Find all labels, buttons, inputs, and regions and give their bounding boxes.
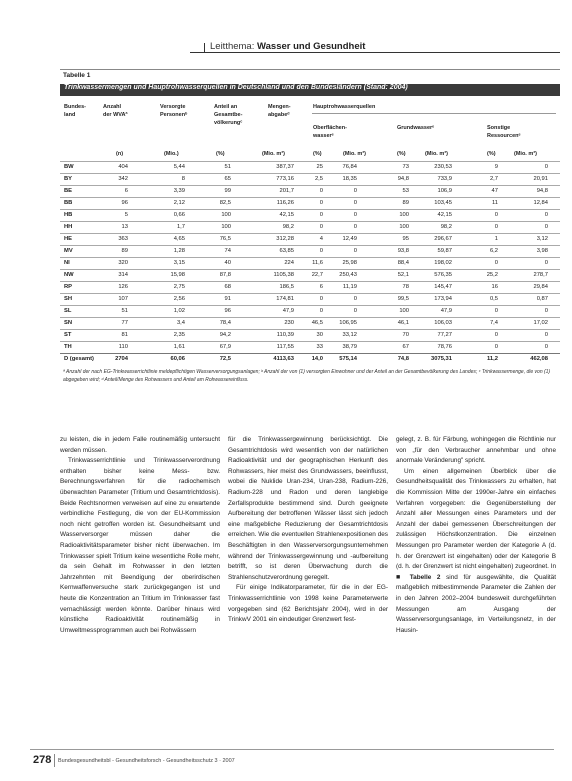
unit-sr-pct: (%) xyxy=(487,151,496,157)
table-cell: 65 xyxy=(224,176,231,182)
table-cell: 0 xyxy=(319,296,323,302)
table-cell: 78 xyxy=(402,284,409,290)
table-cell: 12,49 xyxy=(342,236,357,242)
table-footnote: ª Anzahl der nach EG-Trinkwasserrichtlinie meldepflichtigen Wasserversorgungsanlagen; ᵇ Anzahl der von (1) versorgten Einwohner und der Anteil an der Gesamtbevölkerung des Landes; ᶜ Trinkwassermenge, die von (1) abgegeben wird; ᵈ Anteil/Menge des Rohwassers und Anteil am Rohwassereinfluss. xyxy=(63,369,551,383)
table-cell: 15,98 xyxy=(170,272,185,278)
table-cell: 1105,38 xyxy=(273,272,294,278)
table-cell: 5 xyxy=(124,212,128,218)
table-cell: 100 xyxy=(221,224,231,230)
table-cell: 46,1 xyxy=(397,320,409,326)
paragraph xyxy=(396,467,556,637)
table-cell: 0 xyxy=(494,344,498,350)
table-cell: 0 xyxy=(494,224,498,230)
table-cell: 2,75 xyxy=(173,284,185,290)
table-cell: 67,9 xyxy=(219,344,231,350)
table-cell: 9 xyxy=(494,164,498,170)
table-cell: 5,44 xyxy=(173,164,185,170)
table-cell: 96 xyxy=(121,200,128,206)
row-label: ST xyxy=(64,332,72,338)
table-cell: 0 xyxy=(319,308,323,314)
table-cell: 11,2 xyxy=(487,356,498,362)
table-cell: 91 xyxy=(224,296,231,302)
paragraph: Für einige Indikatorparameter, für die in der EG-Trinkwasserrichtlinie von 1998 keine Parameterwerte vorgegeben sind (62 Berichtsjahr 2004), wird in der TrinkwV 2001 ein eindeutiger Grenzwert fest- xyxy=(228,584,388,624)
table-cell: 0,87 xyxy=(536,296,548,302)
table-cell: 89 xyxy=(402,200,409,206)
table-cell: 51 xyxy=(121,308,128,314)
table-cell: 76,84 xyxy=(342,164,357,170)
col-header-gw: Grundwasserᵉ xyxy=(397,125,435,131)
table-cell: 314 xyxy=(118,272,128,278)
table-cell: 1,7 xyxy=(176,224,185,230)
table-cell: 46,5 xyxy=(311,320,323,326)
table-cell: 0 xyxy=(353,200,357,206)
table-cell: 94,8 xyxy=(536,188,548,194)
unit-mengen: (Mio. m³) xyxy=(262,151,285,157)
row-label: SN xyxy=(64,320,73,326)
table-cell: 0 xyxy=(319,200,323,206)
table-cell: 2,5 xyxy=(314,176,323,182)
table-cell: 25,2 xyxy=(486,272,498,278)
table-ref-icon: ■ xyxy=(396,573,405,581)
table-cell: 11 xyxy=(491,200,498,206)
table-cell: 116,26 xyxy=(276,200,294,206)
table-cell: 68 xyxy=(224,284,231,290)
table-cell: 94,8 xyxy=(397,176,409,182)
table-cell: 106,9 xyxy=(437,188,452,194)
table-cell: 107 xyxy=(118,296,128,302)
table-cell: 47,9 xyxy=(282,308,294,314)
table-cell: 0 xyxy=(353,188,357,194)
paragraph: für die Trinkwassergewinnung berücksichtigt. Die Gesamtrichtdosis wird wesentlich von der natürlichen Radioaktivität und der geographischen Herkunft des Rohwassers, hier meist des Grundwassers, beeinflusst, wobei die Nuklide Uran-234, Uran-238, Radium-226, Radium-228 und Radon und deren langlebige Zerfallsprodukte bestimmend sind. Durch geeignete Aufbereitung der betroffenen Wässer lässt sich jedoch eine maßgebliche Reduzierung der Gesamtrichtdosis erreichen. Wie die eventuellen Strahlenexpositionen des Beschäftigten in den Wasserversorgungsunternehmen während der Trinkwassergewinnung und -aufbereitung betrifft, so ist deren Überwachung durch die Strahlenschutzverordnung geregelt. xyxy=(228,436,388,581)
body-column-2 xyxy=(228,435,388,626)
row-label: RP xyxy=(64,284,73,290)
table-cell: 63,85 xyxy=(279,248,294,254)
footer-divider xyxy=(54,754,55,767)
table-cell: 278,7 xyxy=(533,272,548,278)
table-cell: 404 xyxy=(118,164,128,170)
table-cell: 773,16 xyxy=(276,176,294,182)
table-cell: 53 xyxy=(402,188,409,194)
paragraph-text: Um einen allgemeinen Überblick über die Gesundheitsqualität des Trinkwassers zu erhalten, hat die Kommission Mitte der 1990er-Jahre ein einfaches Verfahren vorgegeben: die Gegenüberstellung der Anzahl aller Messungen eines Parameters und der Anzahl der dabei gemessenen Überschreitungen der zulässigen Höchstkonzentration. Die einzelnen Messungen pro Parameter werden der Kategorie A (d. h. der Grenzwert ist eingehalten) oder der Kategorie B (d. h. der Grenzwert ist nicht eingehalten) zugeordnet. In xyxy=(396,467,556,571)
table-cell: 40 xyxy=(224,260,231,266)
table-cell: 110 xyxy=(118,344,128,350)
paragraph: zu leisten, die in jedem Falle routinemäßig untersucht werden müssen. xyxy=(60,436,220,454)
table-cell: 0 xyxy=(353,296,357,302)
row-label: BB xyxy=(64,200,73,206)
table-cell: 0 xyxy=(319,212,323,218)
table-cell: 98,2 xyxy=(440,224,452,230)
table-cell: 81 xyxy=(121,332,128,338)
table-title-banner xyxy=(60,84,560,96)
table-cell: 72,5 xyxy=(219,356,231,362)
table-cell: 89 xyxy=(121,248,128,254)
paragraph: Trinkwasserrichtlinie und Trinkwasserverordnung enthalten bisher keine Mess- bzw. Berechnungsverfahren für die radiochemisch überwachten Parameter (Tritium und Gesamtrichtdosis). Beide Rechtsnormen verweisen auf eine zu erwartende verbindliche Festlegung, die von der EU-Kommission noch nicht getroffen worden ist. Gesundheitsamt und Wasserversorger müssen daher die Radioaktivitätsparameter bisher nicht überwachen. Im Trinkwasser spielt Tritium keine wesentliche Rolle mehr, da sein Gehalt im Rohwasser in den letzten Jahrzehnten mit Beendigung der oberirdischen Kernwaffenversuche stark zurückgegangen ist und heute die Konzentration an Tritium im Trinkwasser fast vernachlässigt werden könnte. Darüber hinaus wird künstliche Radioaktivität routinemäßig in Umweltmessprogrammen auch bei Rohwässern xyxy=(60,457,220,634)
row-label: SH xyxy=(64,296,73,302)
unit-persons: (Mio.) xyxy=(164,151,179,157)
table-cell: 42,15 xyxy=(279,212,294,218)
table-cell: 67 xyxy=(402,344,409,350)
col-header-sr: Sonstige Ressourcenᵉ xyxy=(487,125,521,139)
table-cell: 7,4 xyxy=(489,320,498,326)
table-cell: 387,37 xyxy=(276,164,294,170)
table-cell: 2,56 xyxy=(173,296,185,302)
row-label: BY xyxy=(64,176,73,182)
body-column-1 xyxy=(60,435,220,636)
table-cell: 42,15 xyxy=(437,212,452,218)
header-rule xyxy=(190,52,560,53)
table-cell: 20,91 xyxy=(533,176,548,182)
table-cell: 4 xyxy=(319,236,323,242)
table-cell: 82,5 xyxy=(219,200,231,206)
table-cell: 16 xyxy=(491,284,498,290)
table-cell: 733,9 xyxy=(437,176,452,182)
table-cell: 250,43 xyxy=(339,272,357,278)
row-label: D (gesamt) xyxy=(64,356,94,362)
table-cell: 99,5 xyxy=(397,296,409,302)
table-cell: 12,84 xyxy=(533,200,548,206)
table-cell: 18,35 xyxy=(342,176,357,182)
table-cell: 74 xyxy=(224,248,231,254)
table-cell: 0 xyxy=(353,308,357,314)
table-cell: 96 xyxy=(224,308,231,314)
col-header-persons: Versorgte Personenᵇ xyxy=(160,104,188,118)
row-label: MV xyxy=(64,248,73,254)
page-number: 278 xyxy=(33,754,52,766)
table-cell: 98,2 xyxy=(282,224,294,230)
table-cell: 77 xyxy=(121,320,128,326)
table-cell: 52,1 xyxy=(397,272,409,278)
table-cell: 0 xyxy=(353,224,357,230)
footer-citation: Bundesgesundheitsbl - Gesundheitsforsch - Gesundheitsschutz 3 · 2007 xyxy=(58,758,235,764)
table-cell: 201,7 xyxy=(279,188,294,194)
table-cell: 0 xyxy=(544,260,548,266)
table-cell: 0,66 xyxy=(173,212,185,218)
table-cell: 575,14 xyxy=(339,356,357,362)
table-cell: 6 xyxy=(124,188,128,194)
table-cell: 1,28 xyxy=(173,248,185,254)
table-cell: 2,35 xyxy=(173,332,185,338)
table-cell: 320 xyxy=(118,260,128,266)
table-cell: 51 xyxy=(224,164,231,170)
table-cell: 312,28 xyxy=(276,236,294,242)
table-cell: 110,39 xyxy=(276,332,294,338)
table-cell: 0 xyxy=(494,332,498,338)
table-cell: 117,55 xyxy=(276,344,294,350)
table-cell: 78,76 xyxy=(437,344,452,350)
section-header xyxy=(210,41,365,52)
table-cell: 22,7 xyxy=(311,272,323,278)
unit-share: (%) xyxy=(216,151,225,157)
unit-wva: (n) xyxy=(116,151,124,157)
row-label: BW xyxy=(64,164,74,170)
table-cell: 173,94 xyxy=(434,296,452,302)
table-cell: 100 xyxy=(221,212,231,218)
row-label: HE xyxy=(64,236,73,242)
table-cell: 2,7 xyxy=(489,176,498,182)
unit-gw-vol: (Mio. m³) xyxy=(425,151,448,157)
row-label: SL xyxy=(64,308,72,314)
table-cell: 462,08 xyxy=(530,356,548,362)
table-cell: 76,5 xyxy=(219,236,231,242)
table-cell: 0 xyxy=(353,212,357,218)
table-cell: 73 xyxy=(402,164,409,170)
table-cell: 3,39 xyxy=(173,188,185,194)
table-cell: 230 xyxy=(284,320,294,326)
row-label: NI xyxy=(64,260,70,266)
table-title: Trinkwassermengen und Hauptrohwasserquellen in Deutschland und den Bundesländern (Stand: 2004) xyxy=(64,84,408,91)
table-cell: 100 xyxy=(399,212,409,218)
table-cell: 11,6 xyxy=(312,260,323,266)
table-cell: 126 xyxy=(118,284,128,290)
table-cell: 103,45 xyxy=(434,200,452,206)
table-cell: 6,2 xyxy=(489,248,498,254)
table-cell: 3,98 xyxy=(536,248,548,254)
table-cell: 74,8 xyxy=(397,356,409,362)
table-cell: 0 xyxy=(319,224,323,230)
table-cell: 106,95 xyxy=(339,320,357,326)
table-cell: 0 xyxy=(319,248,323,254)
table-cell: 363 xyxy=(118,236,128,242)
row-label: BE xyxy=(64,188,73,194)
table-cell: 25,98 xyxy=(342,260,357,266)
table-cell: 60,06 xyxy=(170,356,185,362)
table-cell: 13 xyxy=(121,224,128,230)
table-cell: 29,84 xyxy=(533,284,548,290)
footer-rule xyxy=(30,749,554,750)
col-header-mengen: Mengen- abgabeᵈ xyxy=(268,104,291,118)
table-cell: 0 xyxy=(544,308,548,314)
table-cell: 88,4 xyxy=(397,260,409,266)
table-label: Tabelle 1 xyxy=(63,72,91,79)
table-cell: 0 xyxy=(319,188,323,194)
table-cell: 0,5 xyxy=(489,296,498,302)
table-cell: 0 xyxy=(544,212,548,218)
table-cell: 94,2 xyxy=(219,332,231,338)
table-ref-link[interactable]: Tabelle 2 xyxy=(409,573,441,581)
table-cell: 145,47 xyxy=(434,284,452,290)
table-cell: 3,4 xyxy=(176,320,185,326)
unit-ow-pct: (%) xyxy=(313,151,322,157)
table-cell: 224 xyxy=(284,260,294,266)
unit-sr-vol: (Mio. m³) xyxy=(514,151,537,157)
table-cell: 11,19 xyxy=(342,284,357,290)
table-cell: 47 xyxy=(491,188,498,194)
table-cell: 100 xyxy=(399,224,409,230)
table-cell: 8 xyxy=(181,176,185,182)
table-cell: 106,03 xyxy=(434,320,452,326)
table-cell: 0 xyxy=(494,212,498,218)
paragraph: gelegt, z. B. für Färbung, wohingegen die Richtlinie nur von „für den Verbraucher annehmbar und ohne anormale Veränderung" spricht. xyxy=(396,436,556,465)
unit-gw-pct: (%) xyxy=(397,151,406,157)
col-header-wva: Anzahl der WVAª xyxy=(103,104,128,118)
table-cell: 77,27 xyxy=(437,332,452,338)
col-header-quellen: Hauptrohwasserquellen xyxy=(313,104,376,110)
table-cell: 78,4 xyxy=(219,320,231,326)
table-cell: 576,35 xyxy=(434,272,452,278)
table-cell: 93,8 xyxy=(397,248,409,254)
table-cell: 0 xyxy=(494,260,498,266)
unit-ow-vol: (Mio. m³) xyxy=(343,151,366,157)
body-column-3 xyxy=(396,435,556,636)
table-cell: 87,8 xyxy=(219,272,231,278)
table-cell: 59,87 xyxy=(437,248,452,254)
table-cell: 0 xyxy=(544,224,548,230)
table-cell: 3075,31 xyxy=(431,356,452,362)
table-cell: 100 xyxy=(399,308,409,314)
table-cell: 186,5 xyxy=(279,284,294,290)
table-cell: 0 xyxy=(353,248,357,254)
table-cell: 2,12 xyxy=(173,200,185,206)
table-cell: 0 xyxy=(494,308,498,314)
table-cell: 3,12 xyxy=(536,236,548,242)
table-cell: 6 xyxy=(319,284,323,290)
table-cell: 2704 xyxy=(115,356,128,362)
table-cell: 99 xyxy=(224,188,231,194)
section-header-title: Wasser und Gesundheit xyxy=(257,41,366,52)
table-cell: 296,67 xyxy=(434,236,452,242)
table-cell: 198,02 xyxy=(434,260,452,266)
table-cell: 17,02 xyxy=(533,320,548,326)
table-cell: 1,02 xyxy=(173,308,185,314)
quellen-divider xyxy=(312,113,556,114)
table-cell: 38,79 xyxy=(342,344,357,350)
table-cell: 1,61 xyxy=(173,344,185,350)
table-cell: 25 xyxy=(316,164,323,170)
table-cell: 70 xyxy=(402,332,409,338)
table-cell: 30 xyxy=(316,332,323,338)
row-label: HB xyxy=(64,212,73,218)
table-cell: 14,0 xyxy=(311,356,323,362)
row-label: TH xyxy=(64,344,72,350)
table-cell: 47,9 xyxy=(440,308,452,314)
table-cell: 95 xyxy=(402,236,409,242)
table-cell: 3,15 xyxy=(173,260,185,266)
table-cell: 33 xyxy=(316,344,323,350)
table-cell: 4,65 xyxy=(173,236,185,242)
table-cell: 33,12 xyxy=(342,332,357,338)
table-cell: 174,81 xyxy=(276,296,294,302)
col-header-share: Anteil an Gesamtbe- völkerungᶜ xyxy=(214,104,243,126)
col-header-ow: Oberflächen- wasserᵉ xyxy=(313,125,347,139)
table-cell: 230,53 xyxy=(434,164,452,170)
row-label: NW xyxy=(64,272,74,278)
section-header-label: Leitthema: xyxy=(210,41,255,52)
table-cell: 0 xyxy=(544,344,548,350)
row-label: HH xyxy=(64,224,73,230)
table-cell: 0 xyxy=(544,332,548,338)
table-cell: 342 xyxy=(118,176,128,182)
col-header-land: Bundes- land xyxy=(64,104,86,118)
paragraph-text: sind für ausgewählte, die Qualität maßgeblich mitbestimmende Parameter die Zahlen der in den Jahren 2002–2004 bundesweit durchgeführten Messungen am Ausgang der Wasserversorgungsanlage, im Verteilungsnetz, in der Hausin- xyxy=(396,573,557,634)
table-cell: 0 xyxy=(544,164,548,170)
table-cell: 1 xyxy=(494,236,498,242)
table-cell: 4113,63 xyxy=(273,356,294,362)
table-total-row xyxy=(60,353,560,366)
